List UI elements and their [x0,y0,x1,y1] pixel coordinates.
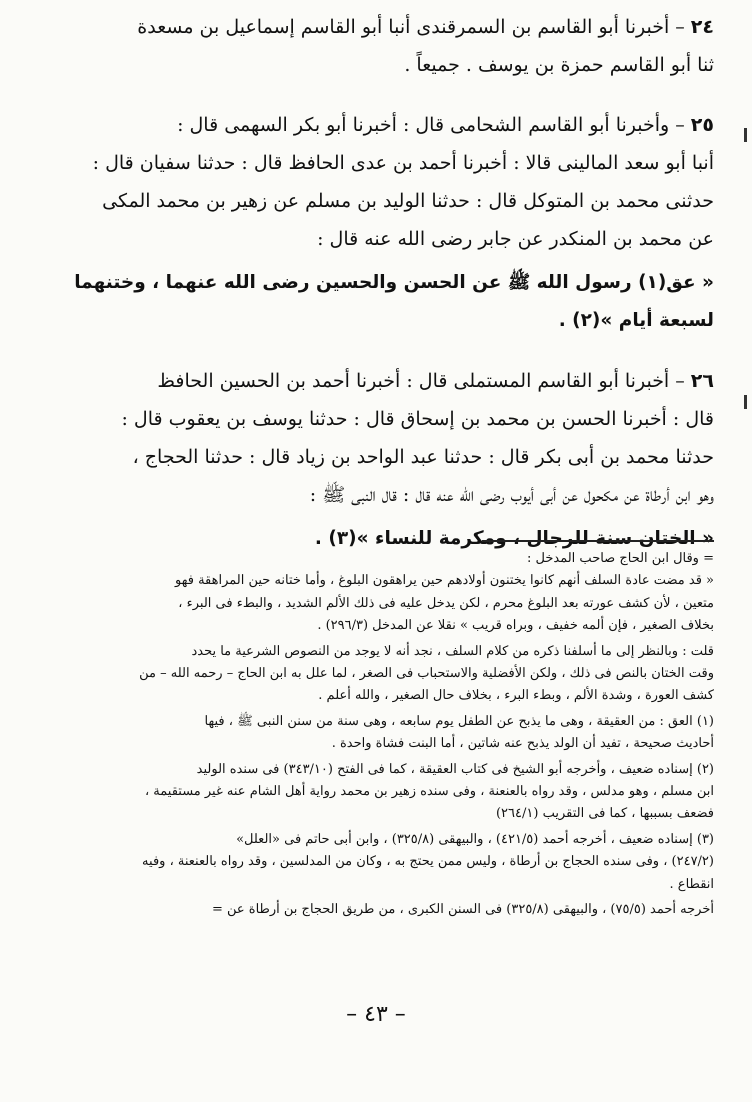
footnote-1 [36,711,714,756]
text-line: ثنا أبو القاسم حمزة بن يوسف . جميعاً . [404,54,714,76]
footnote-line: أحاديث صحيحة ، تفيد أن الولد يذبح عنه شاتين ، أما البنت فشاة واحدة . [331,736,714,752]
footnote-line: (٢) إسناده ضعيف ، وأخرجه أبو الشيخ فى كتاب العقيقة ، كما فى الفتح (٣٤٣/١٠) فى سنده الوليد [196,761,714,777]
text-line: أنبا أبو سعد المالينى قالا : أخبرنا أحمد بن عدى الحافظ قال : حدثنا سفيان قال : [92,152,714,174]
footnote-separator [482,540,714,542]
page-number: – ٤٣ – [346,1002,406,1027]
scan-mark [744,395,747,409]
hadith-24 [42,8,714,84]
footnote-line: أخرجه أحمد (٧٥/٥) ، والبيهقى (٣٢٥/٨) فى السنن الكبرى ، من طريق الحجاج بن أرطاة عن = [211,902,714,918]
text-line: ٢٦ – أخبرنا أبو القاسم المستملى قال : أخبرنا أحمد بن الحسين الحافظ [157,370,714,392]
footnote-line: = وقال ابن الحاج صاحب المدخل : [526,551,714,566]
footnote-3-continued [36,899,714,921]
hadith-text-line: « الختان سنة للرجال ، ومكرمة للنساء »(٣) . [314,528,714,549]
footnote-line: (١) العق : من العقيقة ، وهى ما يذبح عن الطفل يوم سابعه ، وهى سنة من سنن النبى ﷺ ، فيها [204,713,714,729]
text-line: قال : أخبرنا الحسن بن محمد بن إسحاق قال : حدثنا يوسف بن يعقوب قال : [121,408,714,430]
footnote-line: قلت : وبالنظر إلى ما أسلفنا ذكره من كلام السلف ، نجد أنه لا يوجد من النصوص الشرعية ما يحدد [191,643,714,659]
text-line: حدثنى محمد بن المتوكل قال : حدثنا الوليد بن مسلم عن زهير بن محمد المكى [102,190,714,212]
footnote-line: فضعف بسببها ، كما فى التقريب (٢٦٤/١) [495,806,714,822]
hadith-text-line: لسبعة أيام »(٢) . [558,310,714,331]
text-line: عن محمد بن المنكدر عن جابر رضى الله عنه قال : [317,228,714,250]
hadith-26 [42,362,714,558]
footnotes [36,548,714,925]
hadith-number: ٢٤ [690,16,714,38]
text-line: وهو ابن أرطاة عن مكحول عن أبى أيوب رضى الله عنه قال : قال النبى ﷺ : [309,484,714,506]
hadith-number: ٢٦ [690,370,714,392]
footnote-2 [36,759,714,826]
footnote-line: انقطاع . [669,876,714,892]
hadith-text-line: « عق(١) رسول الله ﷺ عن الحسن والحسين رضى الله عنهما ، وختنهما [74,272,714,293]
text-line: حدثنا محمد بن أبى بكر قال : حدثنا عبد الواحد بن زياد قال : حدثنا الحجاج ، [132,446,714,468]
scan-mark [744,128,747,142]
hadith-25 [42,106,714,340]
footnote-line: (٣) إسناده ضعيف ، أخرجه أحمد (٤٢١/٥) ، والبيهقى (٣٢٥/٨) ، وابن أبى حاتم فى «العلل» [236,831,714,847]
footnote-line: وقت الختان بالنص فى ذلك ، ولكن الأفضلية والاستحباب فى الصغر ، لما علل به ابن الحاج – رحمه الله – من [139,666,714,682]
footnote-line: (٢٤٧/٢) ، وفى سنده الحجاج بن أرطاة ، وليس ممن يحتج به ، وكان من المدلسين ، وقد رواه بالعنعنة ، وفيه [142,854,714,870]
footnote-continuation [36,548,714,638]
text-line: ٢٥ – وأخبرنا أبو القاسم الشحامى قال : أخبرنا أبو بكر السهمى قال : [177,114,714,136]
footnote-comment [36,641,714,708]
footnote-line: كشف العورة ، وشدة الألم ، وبطء البرء ، بخلاف حال الصغير ، والله أعلم . [318,688,714,704]
footnote-line: « قد مضت عادة السلف أنهم كانوا يختنون أولادهم حين يراهقون البلوغ ، وأما ختانه حين المراهقة فهو [175,573,714,589]
footnote-line: بخلاف الصغير ، فإن ألمه خفيف ، وبراه قريب » نقلا عن المدخل (٢٩٦/٣) . [317,618,714,634]
footnote-line: ابن مسلم ، وهو مدلس ، وقد رواه بالعنعنة ، وفى سنده زهير بن محمد رواية أهل الشام عنه غير مستقيمة ، [144,784,714,800]
footnote-3 [36,829,714,896]
footnote-line: متعين ، لأن كشف عورته بعد البلوغ محرم ، لكن يدخل عليه فى ذلك الألم الشديد ، والبطء فى البرء ، [178,595,714,611]
main-text [42,8,714,580]
text-line: ٢٤ – أخبرنا أبو القاسم بن السمرقندى أنبا أبو القاسم إسماعيل بن مسعدة [137,16,714,38]
hadith-number: ٢٥ [690,114,714,136]
